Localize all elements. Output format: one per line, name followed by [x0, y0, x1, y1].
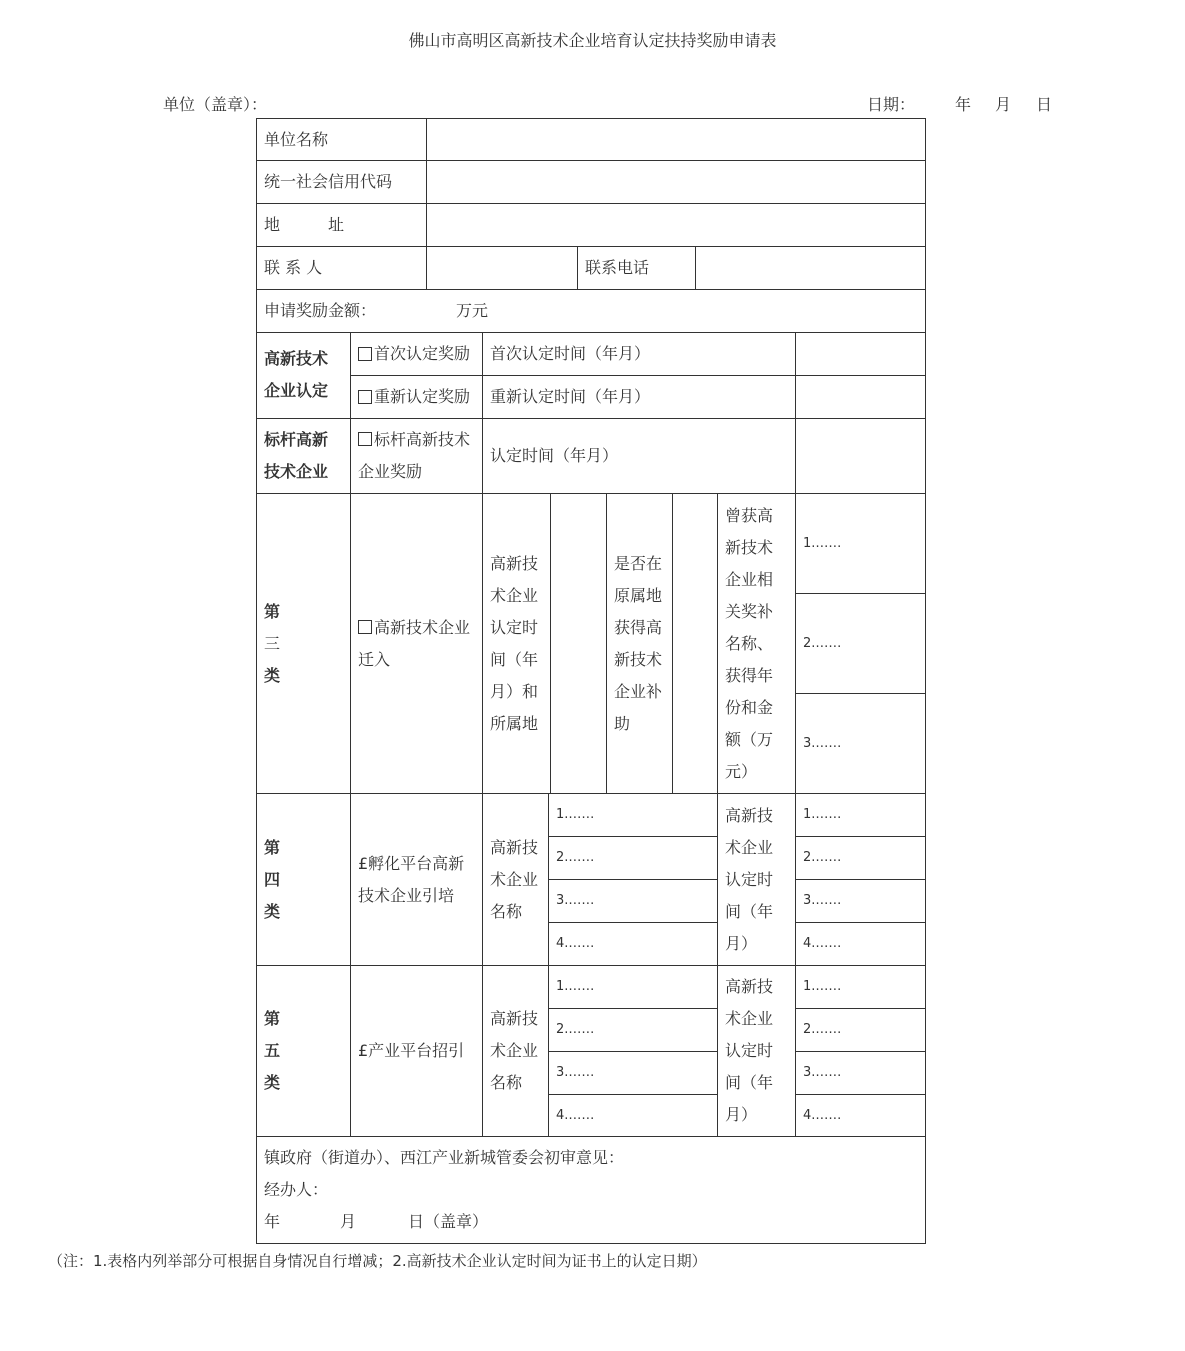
section4-title-char1: 第: [264, 837, 281, 857]
section5-time-label-line: 月）: [725, 1105, 758, 1124]
credit-code-label: [256, 160, 427, 204]
checkbox-icon[interactable]: [358, 620, 372, 634]
section3-awards-line: 份和金: [725, 697, 774, 717]
section5-name-label-line: 术企业: [490, 1041, 539, 1060]
section4-time-item-text: 3.……: [803, 893, 842, 908]
section3-cert-info-line: 月）和: [490, 681, 539, 701]
section5-name-item-3[interactable]: [548, 1051, 718, 1095]
credit-code-text: 统一社会信用代码: [264, 172, 393, 191]
section3-cert-info-line: 认定时: [490, 617, 539, 637]
phone-label: [577, 246, 696, 290]
section4-time-label-line: 月）: [725, 933, 758, 953]
date-month-label: 月: [995, 95, 1012, 114]
cert-title-line2: 企业认定: [264, 381, 329, 400]
section3-cert-info-label: [482, 493, 551, 794]
section3-title-char2: 三: [264, 633, 281, 653]
section5-time-label: [717, 965, 796, 1137]
section4-name-item-2[interactable]: [548, 836, 718, 880]
section3-awards-line: 获得年: [725, 665, 774, 685]
section3-subsidy-line: 企业补: [614, 681, 663, 701]
section4-name-label-line: 术企业: [490, 869, 539, 889]
section4-time-item-text: 4.……: [803, 936, 842, 951]
section5-time-item-text: 3.……: [803, 1065, 842, 1080]
section3-awards-line: 新技术: [725, 537, 774, 557]
review-opinion-box[interactable]: [256, 1136, 926, 1244]
unit-name-label: [256, 118, 427, 161]
contact-label: [256, 246, 427, 290]
section4-title-char3: 类: [264, 901, 281, 921]
section3-awards-line: 名称、: [725, 633, 774, 653]
page-title: 佛山市高明区高新技术企业培育认定扶持奖励申请表: [408, 31, 777, 50]
address-text: 地 址: [264, 215, 345, 234]
review-date-month: 月: [340, 1212, 357, 1231]
date-day-label: 日: [1036, 95, 1053, 114]
section4-name-item-4[interactable]: [548, 922, 718, 966]
section3-award-item-text: 2.……: [803, 635, 842, 651]
section5-name-item-text: 4.……: [556, 1107, 595, 1123]
section5-title: [256, 965, 351, 1137]
first-cert-time-label: [482, 332, 796, 376]
review-opinion-label: 镇政府（街道办）、西江产业新城管委会初审意见：: [264, 1148, 625, 1167]
amount-unit: 万元: [456, 301, 489, 320]
section4-name-item-text: 3.……: [556, 893, 595, 908]
first-cert-option[interactable]: [350, 332, 483, 376]
section5-title-char2: 五: [264, 1041, 281, 1060]
section5-time-item-4[interactable]: [795, 1094, 926, 1137]
section5-time-item-text: 1.……: [803, 979, 842, 994]
benchmark-option-line2: 企业奖励: [358, 462, 423, 481]
section5-name-item-text: 1.……: [556, 979, 595, 994]
benchmark-title-line2: 技术企业: [264, 462, 329, 481]
section3-option-line2: 迁入: [358, 649, 391, 669]
section3-title-char3: 类: [264, 665, 281, 685]
re-cert-option[interactable]: [350, 375, 483, 419]
section5-time-label-line: 术企业: [725, 1009, 774, 1028]
section4-name-item-1[interactable]: [548, 793, 718, 837]
section3-award-item-text: 3.……: [803, 735, 842, 751]
amount-label: 申请奖励金额：: [264, 301, 377, 320]
section4-time-label-line: 认定时: [725, 869, 774, 889]
credit-code-field[interactable]: [426, 160, 926, 204]
footnote: （注：1.表格内列举部分可根据自身情况自行增减；2.高新技术企业认定时间为证书上的认定日期）: [48, 1252, 707, 1270]
section4-time-item-4[interactable]: [795, 922, 926, 966]
checkbox-icon[interactable]: [358, 432, 372, 446]
first-cert-time-field[interactable]: [795, 332, 926, 376]
unit-name-field[interactable]: [426, 118, 926, 161]
re-cert-time-text: 重新认定时间（年月）: [490, 387, 651, 406]
section4-title-char2: 四: [264, 869, 281, 889]
section3-subsidy-line: 新技术: [614, 649, 663, 669]
review-date-day-seal: 日（盖章）: [408, 1212, 489, 1231]
amount-row[interactable]: [256, 289, 926, 333]
phone-field[interactable]: [695, 246, 926, 290]
benchmark-title-line1: 标杆高新: [264, 430, 329, 449]
review-handler-label: 经办人：: [264, 1180, 329, 1199]
contact-text: 联 系 人: [264, 258, 323, 277]
section4-name-item-text: 1.……: [556, 807, 595, 822]
section4-time-item-text: 1.……: [803, 807, 842, 822]
section3-award-item-1[interactable]: [795, 493, 926, 594]
section3-cert-info-line: 高新技: [490, 553, 539, 573]
section3-awards-line: 额（万: [725, 729, 774, 749]
unit-seal-label: 单位（盖章）：: [163, 95, 268, 114]
benchmark-option[interactable]: [350, 418, 483, 494]
re-cert-option-label: 重新认定奖励: [374, 387, 471, 406]
section4-time-item-1[interactable]: [795, 793, 926, 837]
section4-time-label-line: 间（年: [725, 901, 774, 921]
section5-name-item-1[interactable]: [548, 965, 718, 1009]
section5-time-item-1[interactable]: [795, 965, 926, 1009]
benchmark-option-line1: 标杆高新技术: [374, 430, 471, 449]
benchmark-time-label: [482, 418, 796, 494]
section5-title-char1: 第: [264, 1009, 281, 1028]
section3-cert-info-field[interactable]: [550, 493, 607, 794]
section5-title-char3: 类: [264, 1073, 281, 1092]
section3-awards-label: [717, 493, 796, 794]
section5-time-label-line: 间（年: [725, 1073, 774, 1092]
section3-award-item-text: 1.……: [803, 535, 842, 551]
section3-option[interactable]: [350, 493, 483, 794]
section5-time-label-line: 高新技: [725, 977, 774, 996]
section4-name-label-line: 高新技: [490, 837, 539, 857]
section4-time-item-2[interactable]: [795, 836, 926, 880]
section3-option-line1: 高新技术企业: [374, 617, 471, 637]
cert-section-title: [256, 332, 351, 419]
section5-time-item-text: 4.……: [803, 1107, 842, 1123]
section3-subsidy-line: 助: [614, 713, 631, 733]
section5-option-label: £产业平台招引: [358, 1041, 465, 1060]
contact-field[interactable]: [426, 246, 578, 290]
section3-award-item-2[interactable]: [795, 593, 926, 694]
section3-title: [256, 493, 351, 794]
section3-awards-line: 元）: [725, 761, 758, 781]
section4-option[interactable]: [350, 793, 483, 966]
section5-time-item-3[interactable]: [795, 1051, 926, 1095]
section5-option[interactable]: [350, 965, 483, 1137]
address-label: [256, 203, 427, 247]
re-cert-time-label: [482, 375, 796, 419]
section4-option-line2: 技术企业引培: [358, 885, 455, 905]
section4-name-label: [482, 793, 549, 966]
date-year-label: 年: [955, 95, 972, 114]
benchmark-section-title: [256, 418, 351, 494]
section4-time-item-text: 2.……: [803, 850, 842, 865]
section4-time-label-line: 高新技: [725, 805, 774, 825]
section4-name-item-text: 2.……: [556, 850, 595, 865]
section3-subsidy-line: 原属地: [614, 585, 663, 605]
section5-time-item-text: 2.……: [803, 1022, 842, 1037]
section3-title-char1: 第: [264, 601, 281, 621]
section4-option-line1: £孵化平台高新: [358, 853, 465, 873]
section4-name-item-text: 4.……: [556, 936, 595, 951]
section3-subsidy-label: [606, 493, 673, 794]
section3-subsidy-line: 获得高: [614, 617, 663, 637]
section5-time-label-line: 认定时: [725, 1041, 774, 1060]
section5-name-item-4[interactable]: [548, 1094, 718, 1137]
section4-name-label-line: 名称: [490, 901, 523, 921]
section3-awards-line: 企业相: [725, 569, 774, 589]
review-date-year: 年: [264, 1212, 281, 1231]
first-cert-option-label: 首次认定奖励: [374, 344, 471, 363]
section5-name-item-2[interactable]: [548, 1008, 718, 1052]
phone-text: 联系电话: [585, 258, 650, 277]
section5-time-item-2[interactable]: [795, 1008, 926, 1052]
section3-awards-line: 关奖补: [725, 601, 774, 621]
section3-awards-line: 曾获高: [725, 505, 774, 525]
section4-time-label: [717, 793, 796, 966]
section3-subsidy-line: 是否在: [614, 553, 663, 573]
section3-cert-info-line: 所属地: [490, 713, 539, 733]
address-field[interactable]: [426, 203, 926, 247]
benchmark-time-field[interactable]: [795, 418, 926, 494]
checkbox-icon[interactable]: [358, 347, 372, 361]
section4-title: [256, 793, 351, 966]
section3-cert-info-line: 间（年: [490, 649, 539, 669]
section3-cert-info-line: 术企业: [490, 585, 539, 605]
section5-name-label: [482, 965, 549, 1137]
section3-subsidy-field[interactable]: [672, 493, 718, 794]
re-cert-time-field[interactable]: [795, 375, 926, 419]
section5-name-label-line: 名称: [490, 1073, 523, 1092]
section5-name-label-line: 高新技: [490, 1009, 539, 1028]
unit-name-text: 单位名称: [264, 129, 329, 149]
section5-name-item-text: 3.……: [556, 1065, 595, 1080]
section4-time-item-3[interactable]: [795, 879, 926, 923]
benchmark-time-text: 认定时间（年月）: [490, 446, 619, 465]
date-label: 日期：: [867, 95, 916, 114]
section5-name-item-text: 2.……: [556, 1022, 595, 1037]
section4-name-item-3[interactable]: [548, 879, 718, 923]
first-cert-time-text: 首次认定时间（年月）: [490, 344, 651, 363]
cert-title-line1: 高新技术: [264, 349, 329, 368]
review-date-line: [264, 1206, 918, 1238]
checkbox-icon[interactable]: [358, 390, 372, 404]
section3-award-item-3[interactable]: [795, 693, 926, 794]
section4-time-label-line: 术企业: [725, 837, 774, 857]
